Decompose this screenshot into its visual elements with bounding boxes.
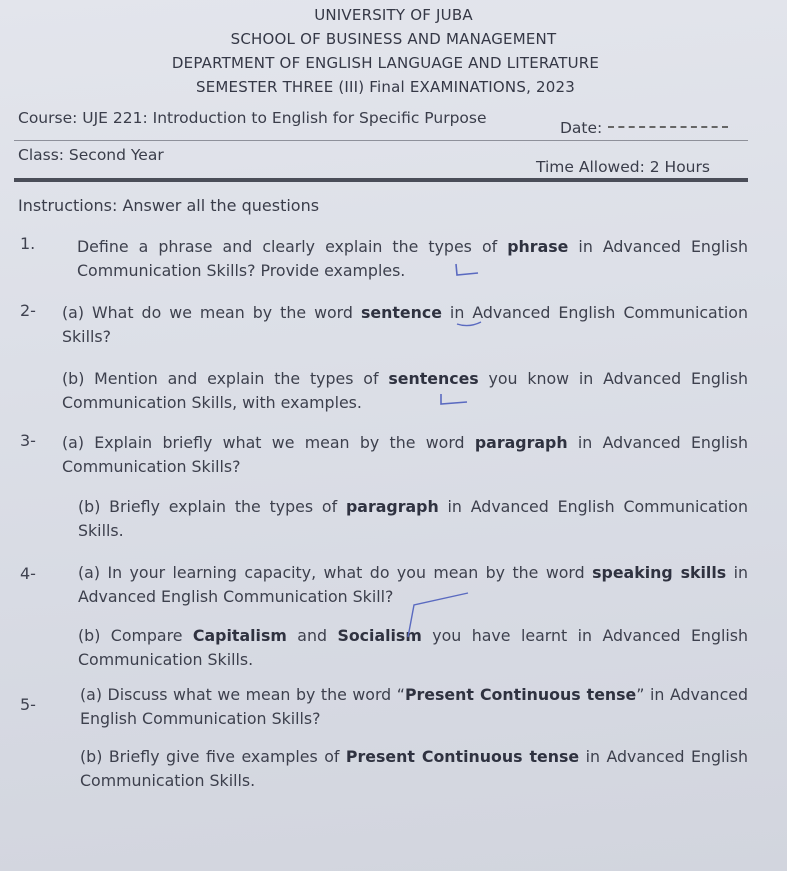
class-line: Class: Second Year [18,146,164,164]
question-5a-text: (a) Discuss what we mean by the word “Present Continuous tense” in Advanced English Communication Skills? [80,685,748,728]
question-2b-text: (b) Mention and explain the types of sentences you know in Advanced English Communication Skills, with examples. [62,369,748,412]
exam-title: SEMESTER THREE (III) Final EXAMINATIONS, 2023 [196,78,575,96]
pen-mark-icon [452,262,482,278]
date-blank [608,126,728,128]
date-field [560,119,728,137]
date-label: Date: [560,119,603,137]
question-number: 1. [20,234,36,253]
school-name: SCHOOL OF BUSINESS AND MANAGEMENT [230,30,557,48]
question-number: 5- [20,695,36,714]
question-4b-text: (b) Compare Capitalism and Socialism you have learnt in Advanced English Communication Skills. [78,626,748,669]
pen-stroke-icon [400,585,480,655]
course-line: Course: UJE 221: Introduction to English for Specific Purpose [18,109,487,127]
question-3b-text: (b) Briefly explain the types of paragraph in Advanced English Communication Skills. [78,497,748,540]
pen-underline-icon [455,314,485,330]
question-3a-text: (a) Explain briefly what we mean by the word paragraph in Advanced English Communication Skills? [62,433,748,476]
question-number: 4- [20,564,36,583]
divider-thick [14,178,748,182]
university-name: UNIVERSITY OF JUBA [314,6,473,24]
question-1-text: Define a phrase and clearly explain the types of phrase in Advanced English Communication Skills? Provide examples. [77,237,748,280]
question-2a-text: (a) What do we mean by the word sentence in Advanced English Communication Skills? [62,303,748,346]
divider-thin [14,140,748,141]
time-allowed: Time Allowed: 2 Hours [536,158,710,176]
instructions: Instructions: Answer all the questions [18,196,320,215]
department-name: DEPARTMENT OF ENGLISH LANGUAGE AND LITERATURE [171,54,600,72]
question-number: 3- [20,431,36,450]
pen-mark-icon [437,392,471,408]
question-4a-text: (a) In your learning capacity, what do you mean by the word speaking skills in Advanced English Communication Skill? [78,563,748,606]
question-5b-text: (b) Briefly give five examples of Present Continuous tense in Advanced English Communication Skills. [80,747,748,790]
question-number: 2- [20,301,36,320]
